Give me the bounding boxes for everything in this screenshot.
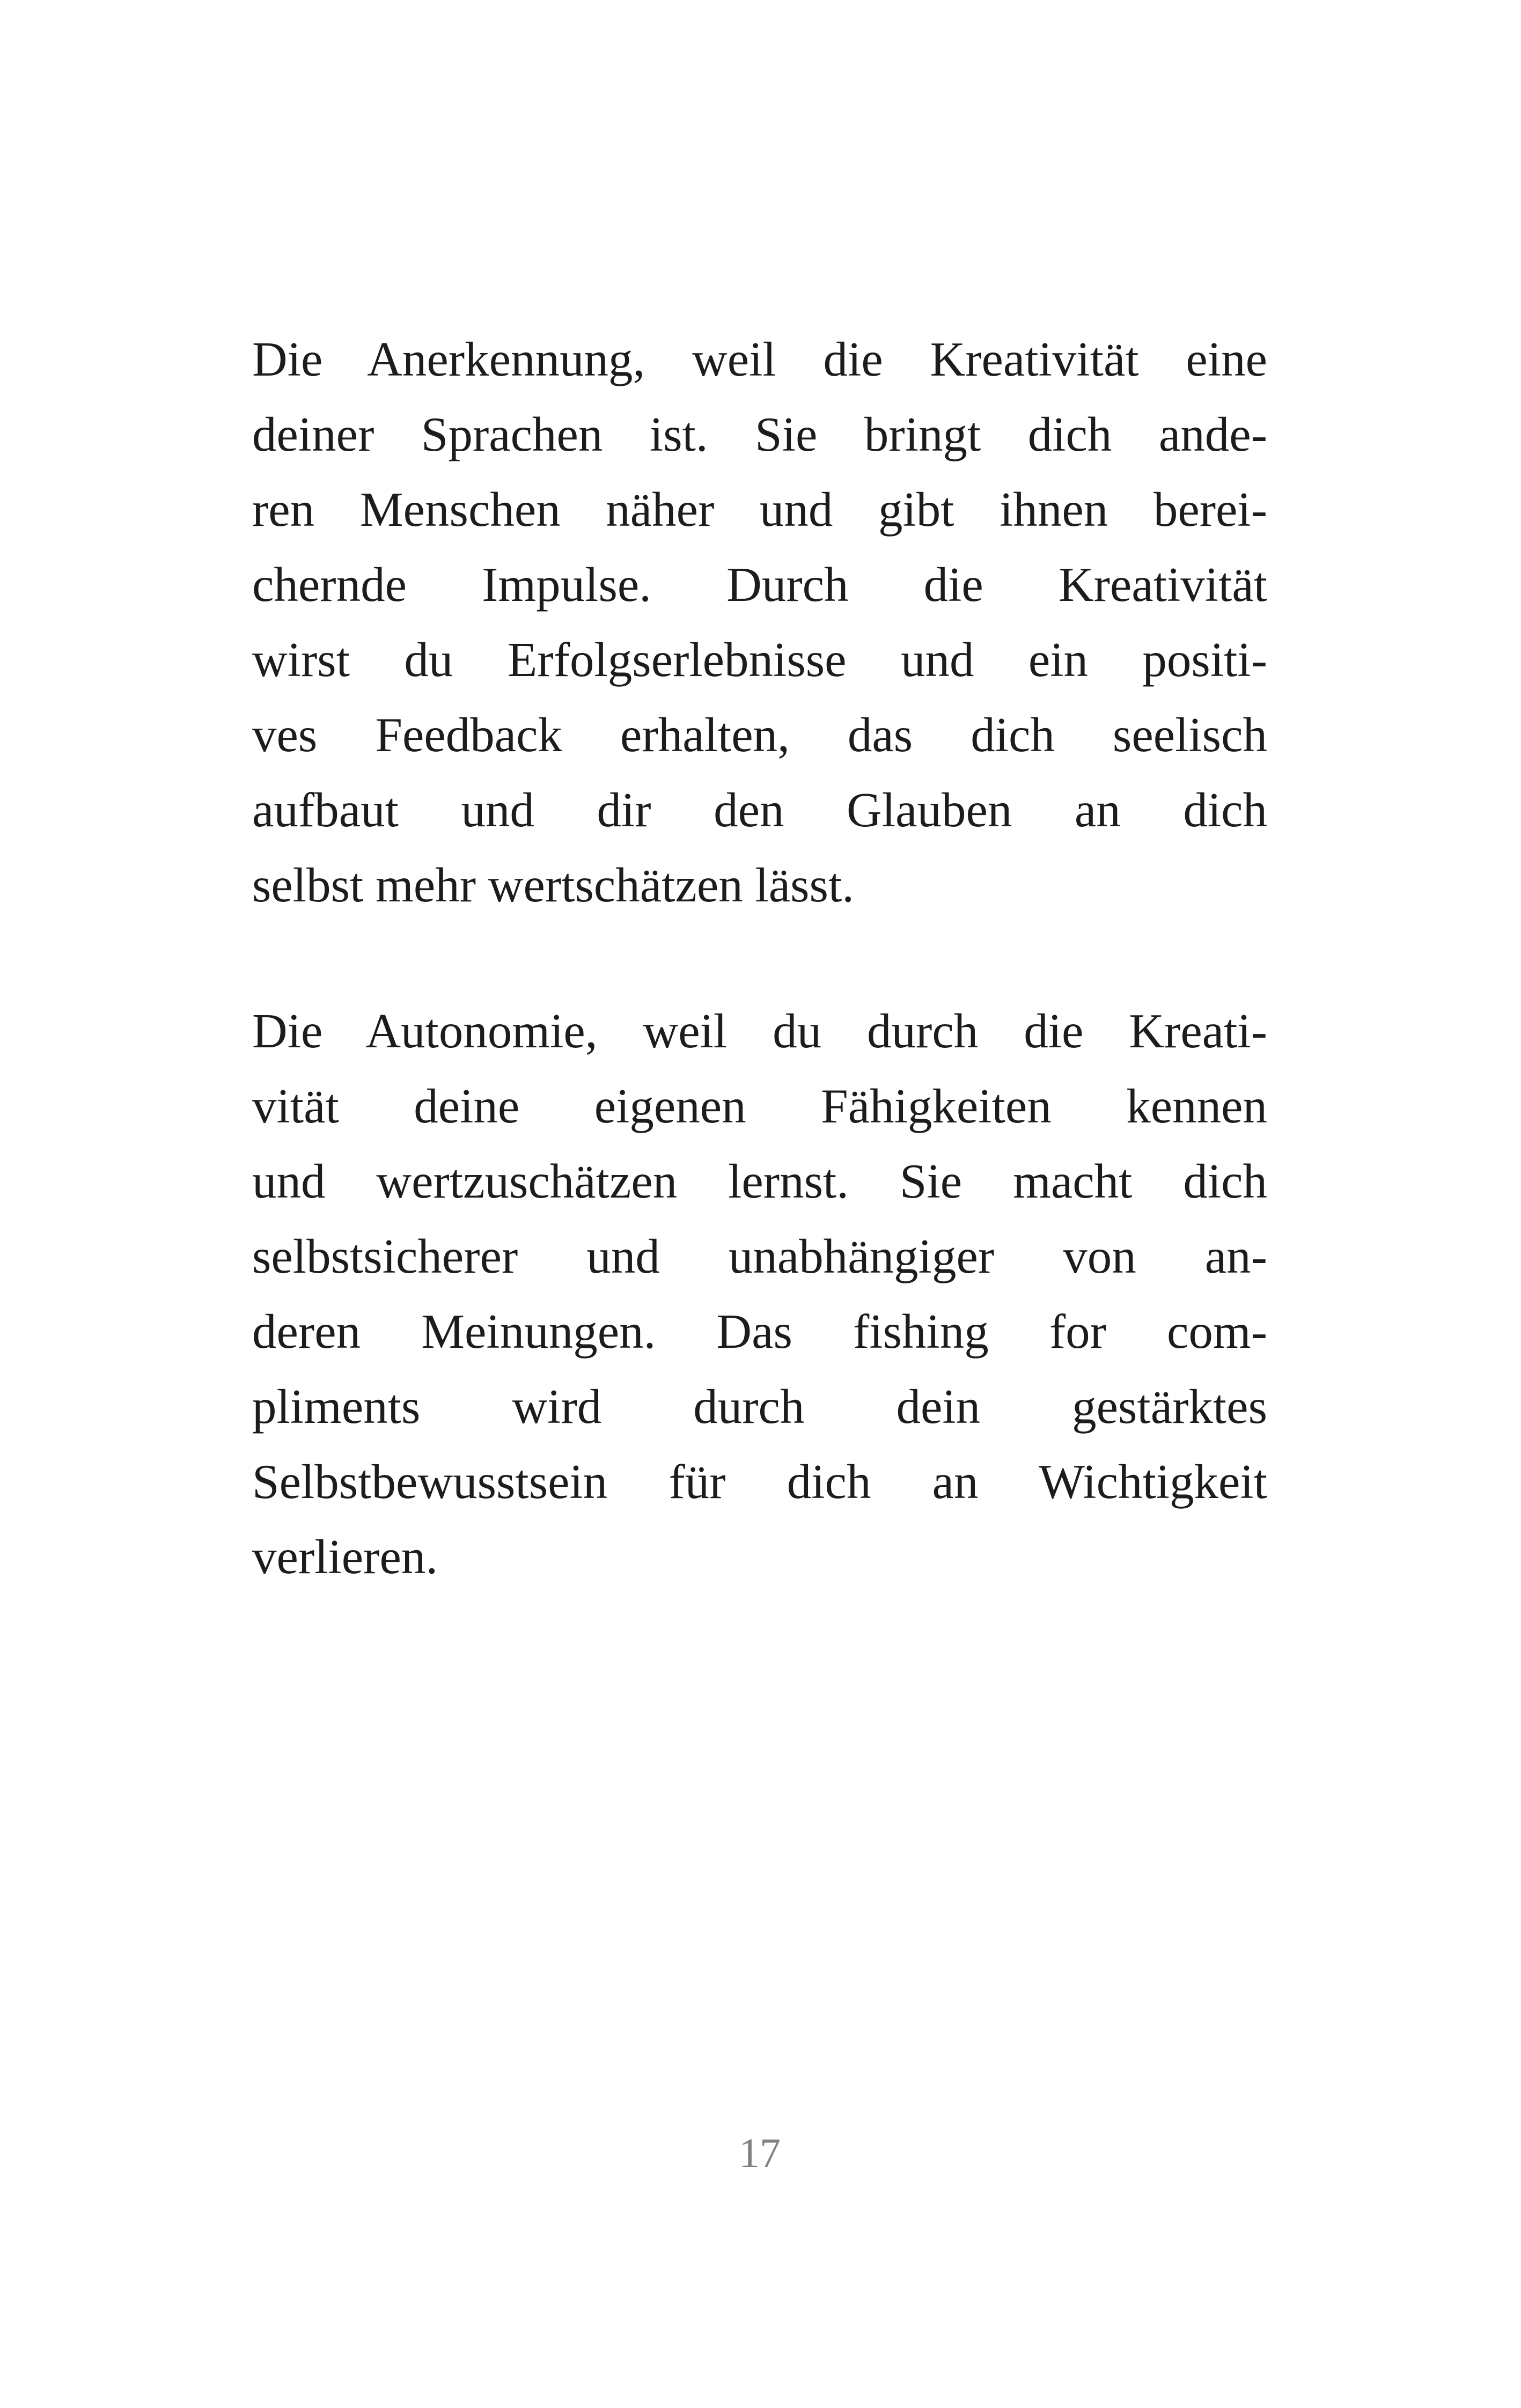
- text-line: vität deine eigenen Fähigkeiten kennen: [252, 1079, 1267, 1133]
- text-line: aufbaut und dir den Glauben an dich: [252, 783, 1267, 837]
- text-line: und wertzuschätzen lernst. Sie macht dich: [252, 1154, 1267, 1208]
- text-line: ren Menschen näher und gibt ihnen berei-: [252, 482, 1267, 537]
- text-line: Selbstbewusstsein für dich an Wichtigkeit: [252, 1455, 1267, 1509]
- paragraph: [252, 322, 1267, 923]
- text-line: pliments wird durch dein gestärktes: [252, 1379, 1267, 1434]
- text-line: selbst mehr wertschätzen lässt.: [252, 858, 854, 912]
- text-line: deren Meinungen. Das fishing for com-: [252, 1304, 1267, 1359]
- text-line: ves Feedback erhalten, das dich seelisch: [252, 708, 1267, 762]
- text-line: wirst du Erfolgserlebnisse und ein positi-: [252, 633, 1267, 687]
- paragraph: [252, 994, 1267, 1595]
- text-line: Die Autonomie, weil du durch die Kreati-: [252, 1004, 1267, 1058]
- text-line: selbstsicherer und unabhängiger von an-: [252, 1229, 1267, 1283]
- page-number: 17: [739, 2130, 781, 2176]
- text-line: chernde Impulse. Durch die Kreativität: [252, 557, 1267, 612]
- text-line: Die Anerkennung, weil die Kreativität eine: [252, 332, 1267, 386]
- text-line: deiner Sprachen ist. Sie bringt dich ande-: [252, 407, 1267, 461]
- body-text: [252, 322, 1267, 1595]
- text-line: verlieren.: [252, 1530, 438, 1584]
